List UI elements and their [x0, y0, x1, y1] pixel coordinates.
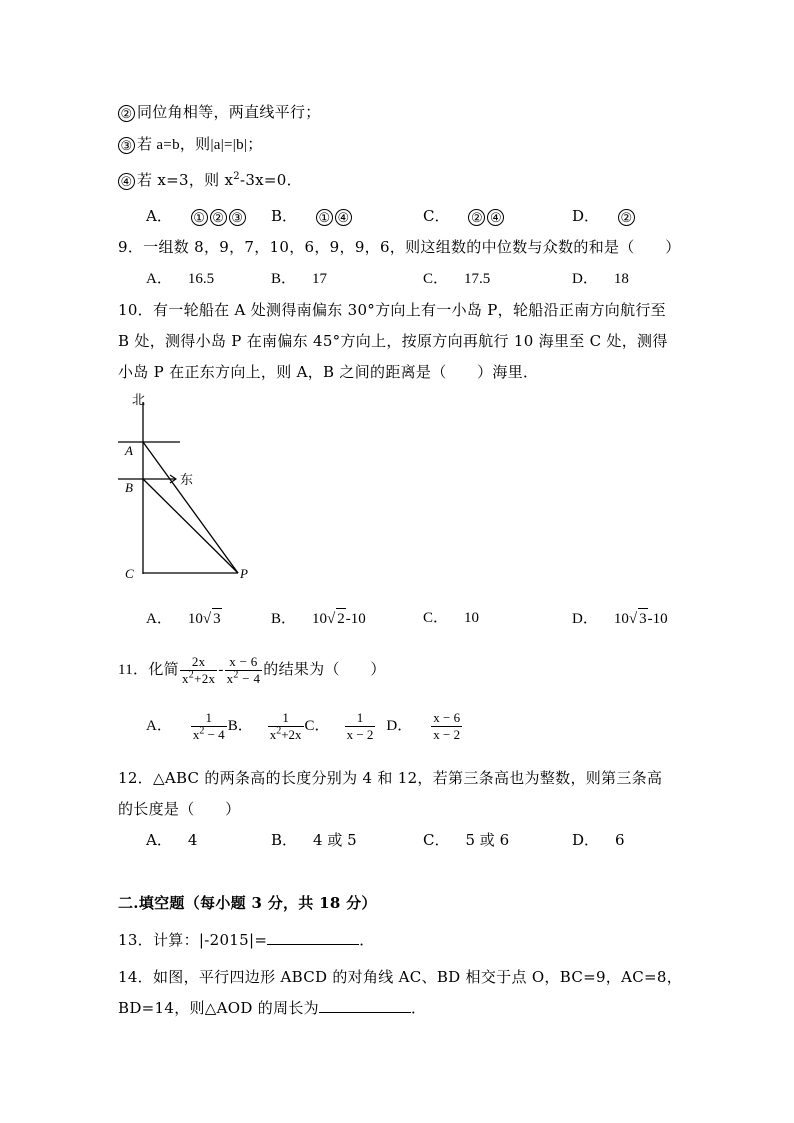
- option-label: D．: [572, 611, 598, 627]
- q11-option-d[interactable]: [386, 710, 463, 743]
- q14-line-1: 14．如图，平行四边形 ABCD 的对角线 AC、BD 相交于点 O，BC=9，AC=8，: [118, 968, 683, 986]
- option-label: D．: [572, 271, 598, 287]
- q12-option-a[interactable]: [146, 830, 197, 850]
- statement-2: [118, 102, 321, 122]
- option-label: B．: [271, 611, 297, 627]
- option-fraction: [345, 710, 376, 743]
- circled-number: ③: [229, 209, 246, 226]
- q10-option-a[interactable]: A． 10√ 3: [146, 608, 222, 629]
- q10-option-d[interactable]: D． 10√ 3-10: [572, 608, 668, 629]
- den-exp: 2: [199, 725, 205, 737]
- q10-geometry-figure: [110, 388, 270, 588]
- option-coef: 10: [187, 611, 203, 627]
- statement-3: [118, 134, 263, 155]
- option-value: 5 或 6: [465, 831, 510, 849]
- statement-4: [118, 170, 302, 190]
- segment-ap: [143, 442, 238, 573]
- section-2-title: 二.填空题（每小题 3 分，共 18 分）: [118, 894, 377, 912]
- statement-text: 若 a=b，则|a|=|b|；: [137, 137, 263, 153]
- q11-option-a[interactable]: [146, 710, 228, 743]
- circled-number: ④: [118, 173, 135, 190]
- option-value: 17.5: [464, 271, 491, 287]
- q13-text: 13．计算：|-2015|=: [118, 931, 268, 949]
- den-base: x: [269, 727, 277, 743]
- option-coef: 10: [464, 610, 480, 626]
- den-exp: 2: [188, 669, 195, 681]
- q11-option-b[interactable]: [227, 710, 305, 743]
- denominator: [180, 671, 217, 687]
- circled-number: ③: [118, 137, 135, 154]
- exponent: 2: [233, 171, 240, 182]
- point-c-label: C: [125, 566, 134, 581]
- q10-option-b[interactable]: B． 10√ 2-10: [271, 608, 366, 629]
- option-tail: -10: [345, 611, 366, 627]
- q9-option-c[interactable]: [423, 269, 490, 289]
- den-base: x: [226, 671, 234, 687]
- point-p-label: P: [240, 566, 248, 581]
- q11-options: [146, 706, 463, 746]
- den-base: x: [181, 671, 189, 687]
- q11-prefix: 11．化简: [118, 662, 179, 678]
- option-value: 18: [613, 271, 629, 287]
- option-value: 4 或 5: [313, 831, 357, 849]
- q10-line-2: B 处，测得小岛 P 在南偏东 45°方向上，按原方向再航行 10 海里至 C 处，测得: [118, 332, 668, 350]
- radicand: 2: [336, 608, 346, 629]
- numerator: 1: [191, 710, 227, 727]
- circled-number: ④: [335, 209, 352, 226]
- option-label: C．: [423, 207, 450, 225]
- circled-number: ②: [468, 209, 485, 226]
- q14-end: ．: [410, 999, 427, 1017]
- option-label: A．: [146, 271, 172, 287]
- option-value: 4: [187, 831, 198, 849]
- q12-line-2: 的长度是（ ）: [118, 800, 241, 818]
- q9-stem: 9．一组数 8，9，7，10，6，9，9，6，则这组数的中位数与众数的和是（ ）: [118, 238, 681, 256]
- circled-number: ②: [618, 209, 635, 226]
- circled-number: ④: [487, 209, 504, 226]
- statement-text: 若 x=3，则 x: [137, 171, 234, 189]
- q9-option-b[interactable]: [271, 269, 327, 289]
- den-base: x − 2: [346, 727, 374, 743]
- option-label: C．: [304, 718, 330, 734]
- radicand: 3: [638, 608, 648, 629]
- den-exp: 2: [233, 669, 239, 681]
- q12-option-c[interactable]: [423, 830, 509, 850]
- radicand: 3: [212, 608, 222, 629]
- q9-option-d[interactable]: [572, 269, 629, 289]
- option-coef: 10: [312, 611, 328, 627]
- statement-text: 同位角相等，两直线平行；: [137, 103, 321, 121]
- answer-blank[interactable]: [319, 998, 411, 1013]
- east-label: 东: [180, 472, 194, 487]
- option-label: D．: [386, 718, 413, 734]
- denominator: [268, 727, 304, 743]
- option-label: C．: [423, 831, 450, 849]
- option-label: B．: [271, 207, 298, 225]
- q14-text: BD=14，则△AOD 的周长为: [118, 999, 319, 1017]
- circled-number: ②: [118, 105, 135, 122]
- option-label: A．: [146, 718, 172, 734]
- option-label: D．: [572, 831, 600, 849]
- answer-blank[interactable]: [267, 930, 359, 945]
- numerator: 2x: [180, 654, 217, 671]
- option-value: 16.5: [187, 271, 215, 287]
- q12-line-1: 12．△ABC 的两条高的长度分别为 4 和 12，若第三条高也为整数，则第三条高: [118, 769, 663, 787]
- q11-suffix: 的结果为（ ）: [263, 662, 386, 678]
- q10-option-c[interactable]: [423, 608, 479, 628]
- q8-option-a[interactable]: [146, 206, 248, 226]
- option-value: 17: [312, 271, 328, 287]
- circled-number: ①: [316, 209, 333, 226]
- option-label: D．: [572, 207, 600, 225]
- option-label: B．: [271, 271, 297, 287]
- circled-number: ②: [210, 209, 227, 226]
- option-label: C．: [423, 610, 449, 626]
- circled-number: ①: [191, 209, 208, 226]
- q11-option-c[interactable]: [304, 710, 377, 743]
- option-tail: -10: [647, 611, 668, 627]
- numerator: x − 6: [225, 654, 263, 671]
- point-a-label: A: [125, 443, 133, 458]
- q14-line-2: [118, 998, 426, 1018]
- q12-option-b[interactable]: [271, 830, 357, 850]
- north-label: 北: [132, 392, 146, 407]
- minus-sign: -: [218, 662, 224, 678]
- option-label: B．: [227, 718, 253, 734]
- option-label: A．: [146, 831, 172, 849]
- option-value: 6: [615, 831, 625, 849]
- q10-line-1: 10．有一轮船在 A 处测得南偏东 30°方向上有一小岛 P，轮船沿正南方向航行至: [118, 301, 666, 319]
- denominator: [225, 671, 263, 687]
- q10-line-3: 小岛 P 在正东方向上，则 A，B 之间的距离是（ ）海里．: [118, 363, 539, 381]
- q8-option-b[interactable]: [271, 206, 354, 226]
- q13: [118, 930, 375, 950]
- den-rest: +2x: [194, 671, 216, 687]
- segment-bp: [143, 479, 238, 573]
- numerator: x − 6: [433, 710, 461, 726]
- q12-option-d[interactable]: [572, 830, 625, 850]
- q13-end: ．: [359, 931, 375, 949]
- option-coef: 10: [613, 611, 629, 627]
- den-base: x − 2: [433, 727, 461, 743]
- q9-option-a[interactable]: [146, 269, 214, 289]
- fraction-2: [225, 654, 263, 687]
- den-base: x: [192, 727, 200, 743]
- q8-option-c[interactable]: [423, 206, 506, 226]
- den-exp: 2: [276, 725, 282, 737]
- option-label: A．: [146, 207, 172, 225]
- numerator: 1: [345, 710, 376, 727]
- option-label: C．: [423, 271, 449, 287]
- option-label: B．: [271, 831, 298, 849]
- den-rest: − 4: [204, 727, 225, 743]
- option-fraction: [191, 710, 227, 743]
- point-b-label: B: [125, 480, 133, 495]
- fraction-1: [180, 654, 217, 687]
- option-fraction: [431, 710, 462, 743]
- q8-option-d[interactable]: [572, 206, 637, 226]
- option-label: A．: [146, 611, 172, 627]
- q11-stem: [118, 650, 386, 690]
- statement-text-end: -3x=0．: [239, 171, 302, 189]
- denominator: [191, 727, 227, 743]
- denominator: [431, 727, 462, 743]
- numerator: 1: [268, 710, 304, 727]
- option-fraction: [268, 710, 304, 743]
- den-rest: +2x: [281, 727, 302, 743]
- denominator: [345, 727, 376, 743]
- den-rest: − 4: [238, 671, 261, 687]
